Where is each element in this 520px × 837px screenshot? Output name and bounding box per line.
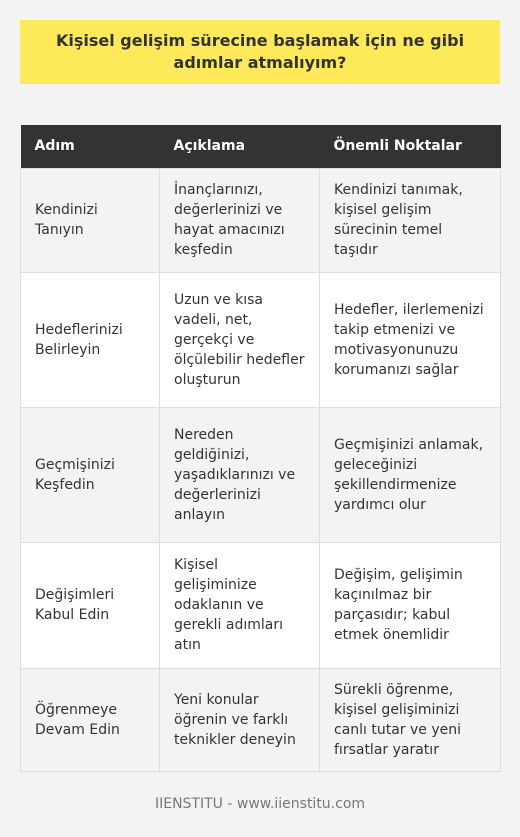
cell-description: İnançlarınızı, değerlerinizi ve hayat amacınızı keşfedin <box>160 168 320 272</box>
table-row <box>21 542 501 668</box>
page-title: Kişisel gelişim sürecine başlamak için ne gibi adımlar atmalıyım? <box>20 20 500 84</box>
table-row <box>21 407 501 542</box>
cell-description: Yeni konular öğrenin ve farklı teknikler deneyin <box>160 668 320 771</box>
cell-description: Uzun ve kısa vadeli, net, gerçekçi ve ölçülebilir hedefler oluşturun <box>160 272 320 407</box>
table-row <box>21 668 501 771</box>
cell-notes: Kendinizi tanımak, kişisel gelişim sürecinin temel taşıdır <box>320 168 501 272</box>
cell-step: Öğrenmeye Devam Edin <box>21 668 160 771</box>
header-description: Açıklama <box>160 125 320 168</box>
steps-table <box>20 125 501 772</box>
header-notes: Önemli Noktalar <box>320 125 501 168</box>
cell-notes: Sürekli öğrenme, kişisel gelişiminizi canlı tutar ve yeni fırsatlar yaratır <box>320 668 501 771</box>
table-header-row <box>21 125 501 168</box>
cell-description: Kişisel gelişiminize odaklanın ve gerekli adımları atın <box>160 542 320 668</box>
footer-credit: IIENSTITU - www.iienstitu.com <box>154 796 366 812</box>
cell-description: Nereden geldiğinizi, yaşadıklarınızı ve değerlerinizi anlayın <box>160 407 320 542</box>
cell-step: Hedeflerinizi Belirleyin <box>21 272 160 407</box>
cell-step: Değişimleri Kabul Edin <box>21 542 160 668</box>
cell-notes: Hedefler, ilerlemenizi takip etmenizi ve motivasyonunuzu korumanızı sağlar <box>320 272 501 407</box>
table-row <box>21 168 501 272</box>
header-step: Adım <box>21 125 160 168</box>
cell-step: Geçmişinizi Keşfedin <box>21 407 160 542</box>
cell-notes: Geçmişinizi anlamak, geleceğinizi şekillendirmenize yardımcı olur <box>320 407 501 542</box>
cell-notes: Değişim, gelişimin kaçınılmaz bir parçasıdır; kabul etmek önemlidir <box>320 542 501 668</box>
cell-step: Kendinizi Tanıyın <box>21 168 160 272</box>
table-row <box>21 272 501 407</box>
